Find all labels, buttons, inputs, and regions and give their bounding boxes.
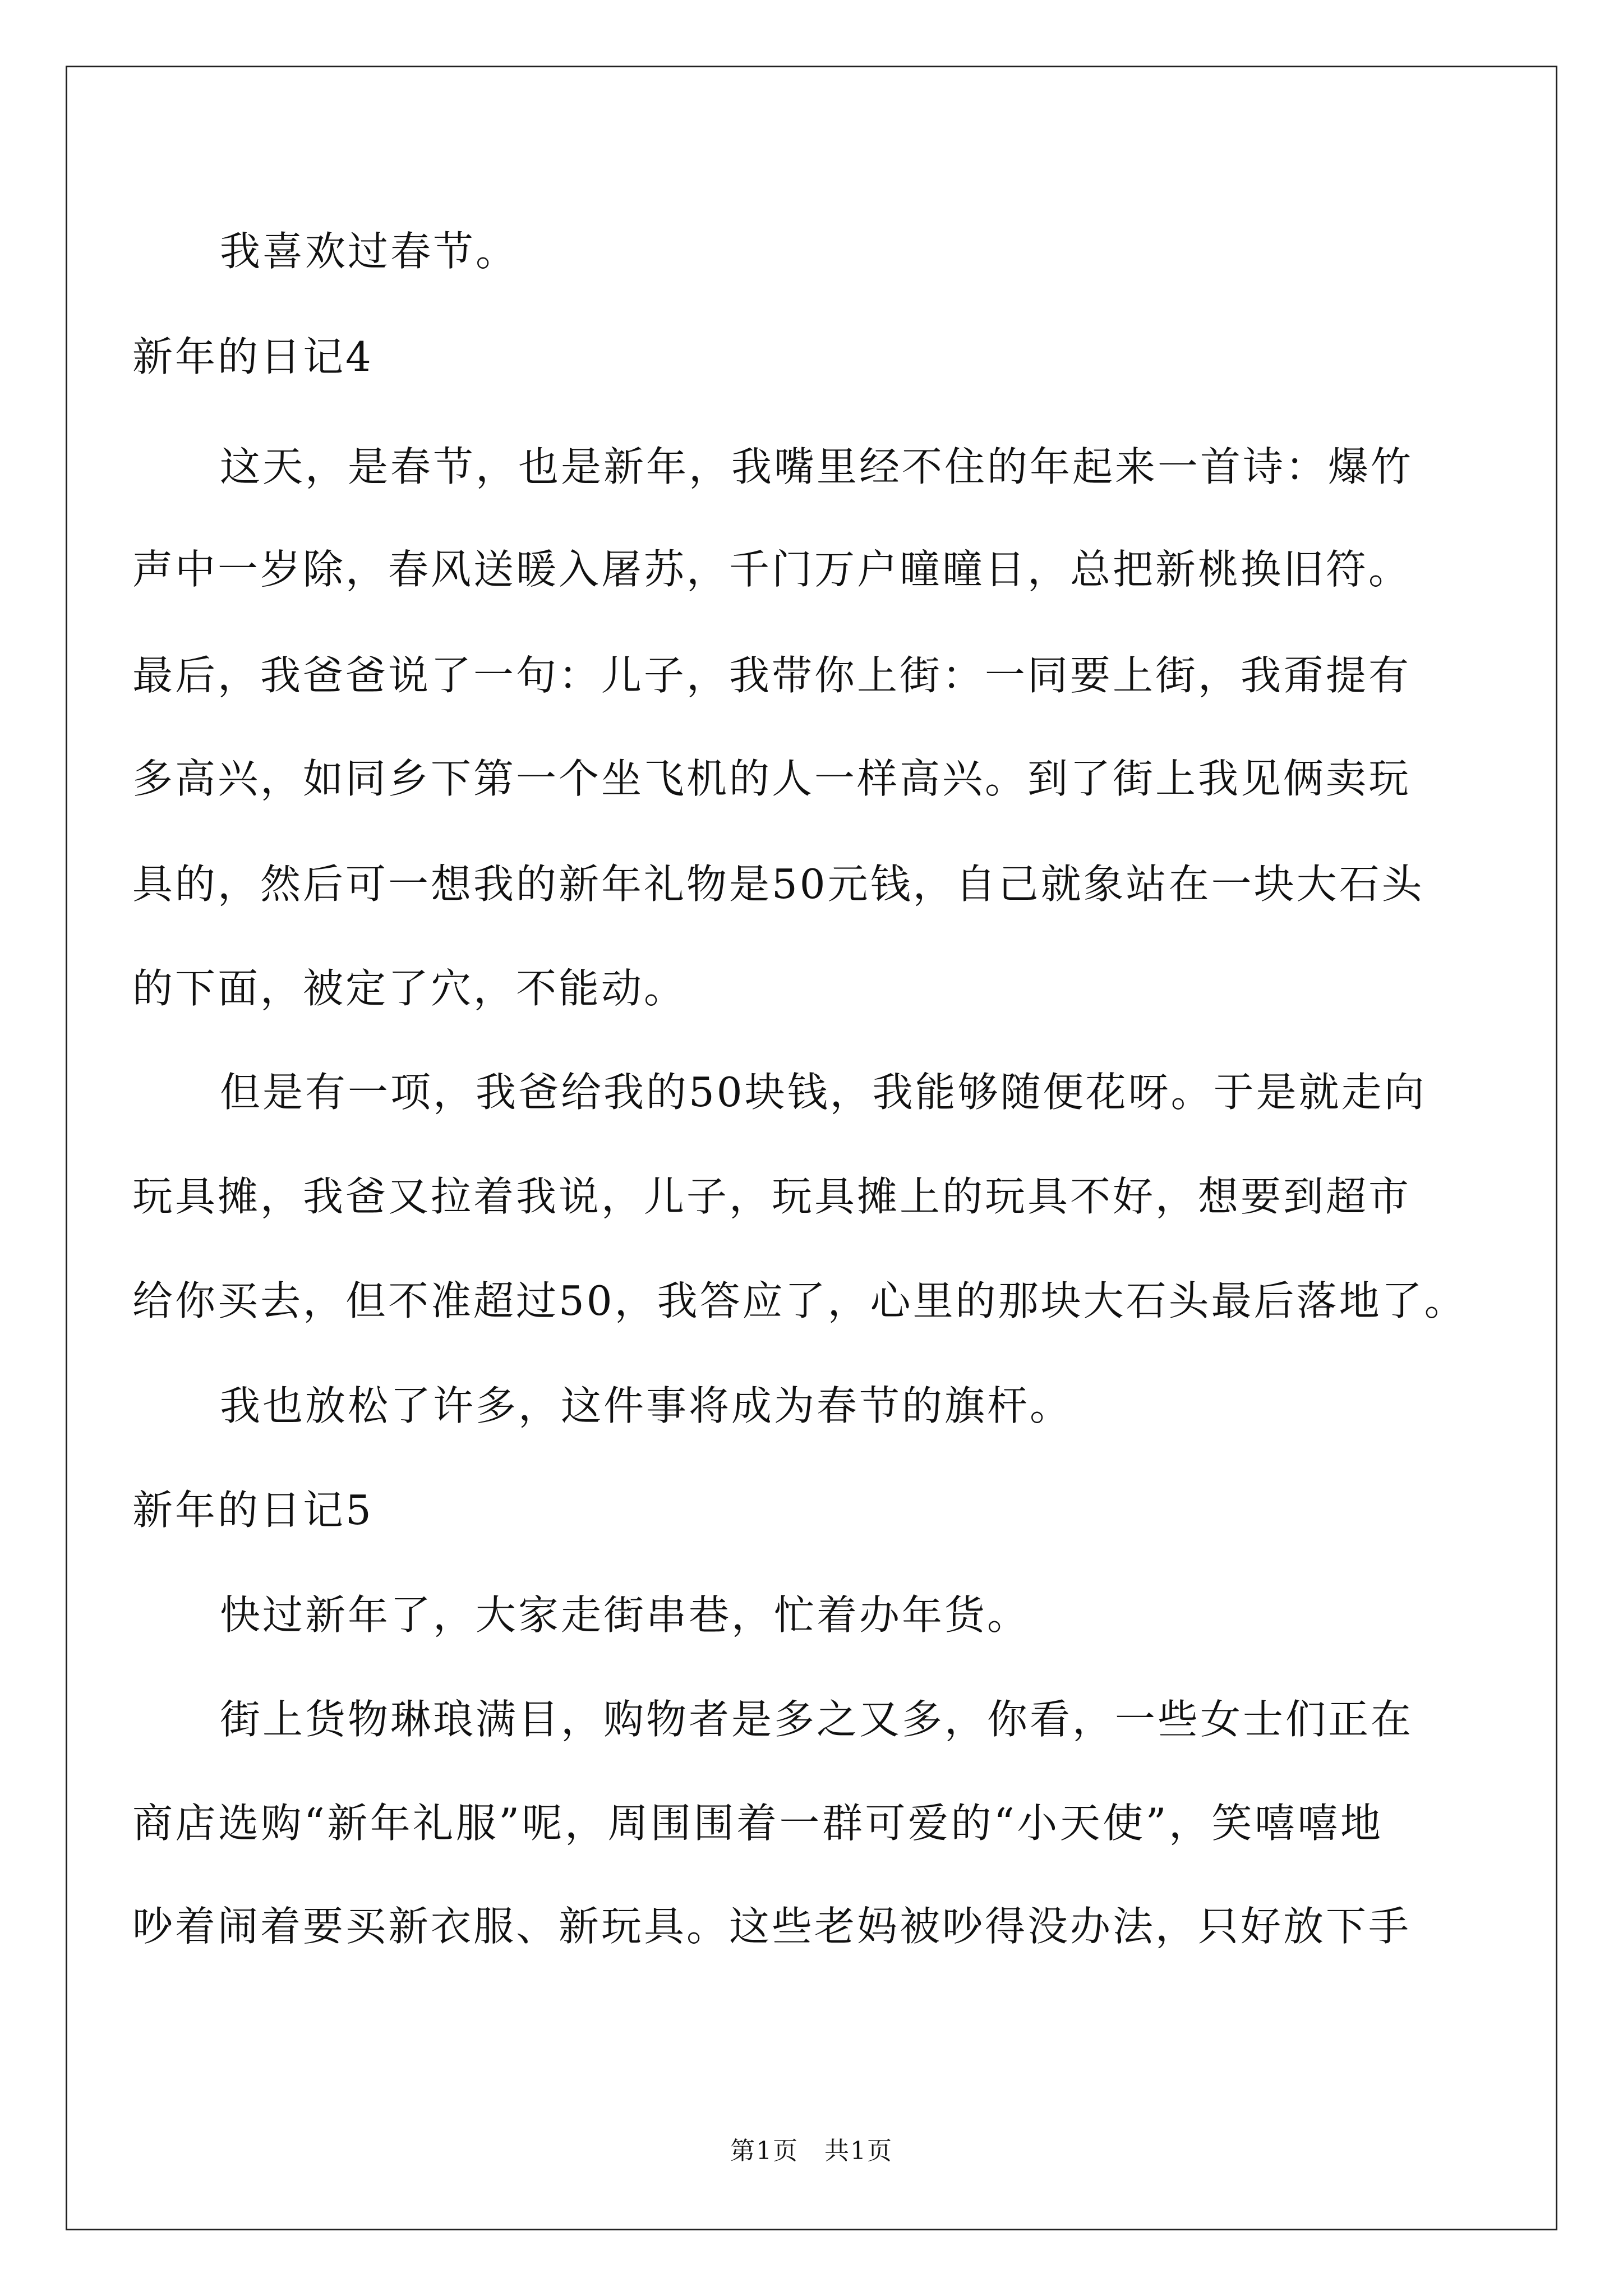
paragraph-line: 声中一岁除，春风送暖入屠苏，千门万户曈曈日，总把新桃换旧符。	[132, 546, 1412, 593]
paragraph-line: 的下面，被定了穴，不能动。	[132, 965, 687, 1012]
paragraph-line: 吵着闹着要买新衣服、新玩具。这些老妈被吵得没办法，只好放下手	[132, 1903, 1412, 1950]
section-heading: 新年的日记4	[132, 333, 374, 380]
page-number: 第1页 共1页	[730, 2137, 893, 2165]
paragraph-line: 玩具摊，我爸又拉着我说，儿子，玩具摊上的玩具不好，想要到超市	[132, 1173, 1412, 1220]
paragraph-line: 我也放松了许多，这件事将成为春节的旗杆。	[220, 1382, 1073, 1429]
paragraph-line: 快过新年了，大家走街串巷，忙着办年货。	[220, 1591, 1030, 1639]
paragraph-line: 具的，然后可一想我的新年礼物是50元钱，自己就象站在一块大石头	[132, 861, 1424, 908]
section-heading: 新年的日记5	[132, 1487, 374, 1534]
paragraph-line: 但是有一项，我爸给我的50块钱，我能够随便花呀。于是就走向	[220, 1069, 1427, 1116]
paragraph-line: 给你买去，但不准超过50，我答应了，心里的那块大石头最后落地了。	[132, 1277, 1467, 1324]
paragraph-line: 最后，我爸爸说了一句：儿子，我带你上街：一同要上街，我甭提有	[132, 652, 1412, 699]
paragraph-line: 多高兴，如同乡下第一个坐飞机的人一样高兴。到了街上我见俩卖玩	[132, 755, 1412, 802]
paragraph-line: 商店选购“新年礼服”呢，周围围着一群可爱的“小天使”，笑嘻嘻地	[132, 1800, 1383, 1847]
paragraph-line: 街上货物琳琅满目，购物者是多之又多，你看，一些女士们正在	[220, 1696, 1414, 1743]
paragraph-line: 我喜欢过春节。	[220, 228, 519, 275]
paragraph-line: 这天，是春节，也是新年，我嘴里经不住的年起来一首诗：爆竹	[220, 443, 1414, 490]
